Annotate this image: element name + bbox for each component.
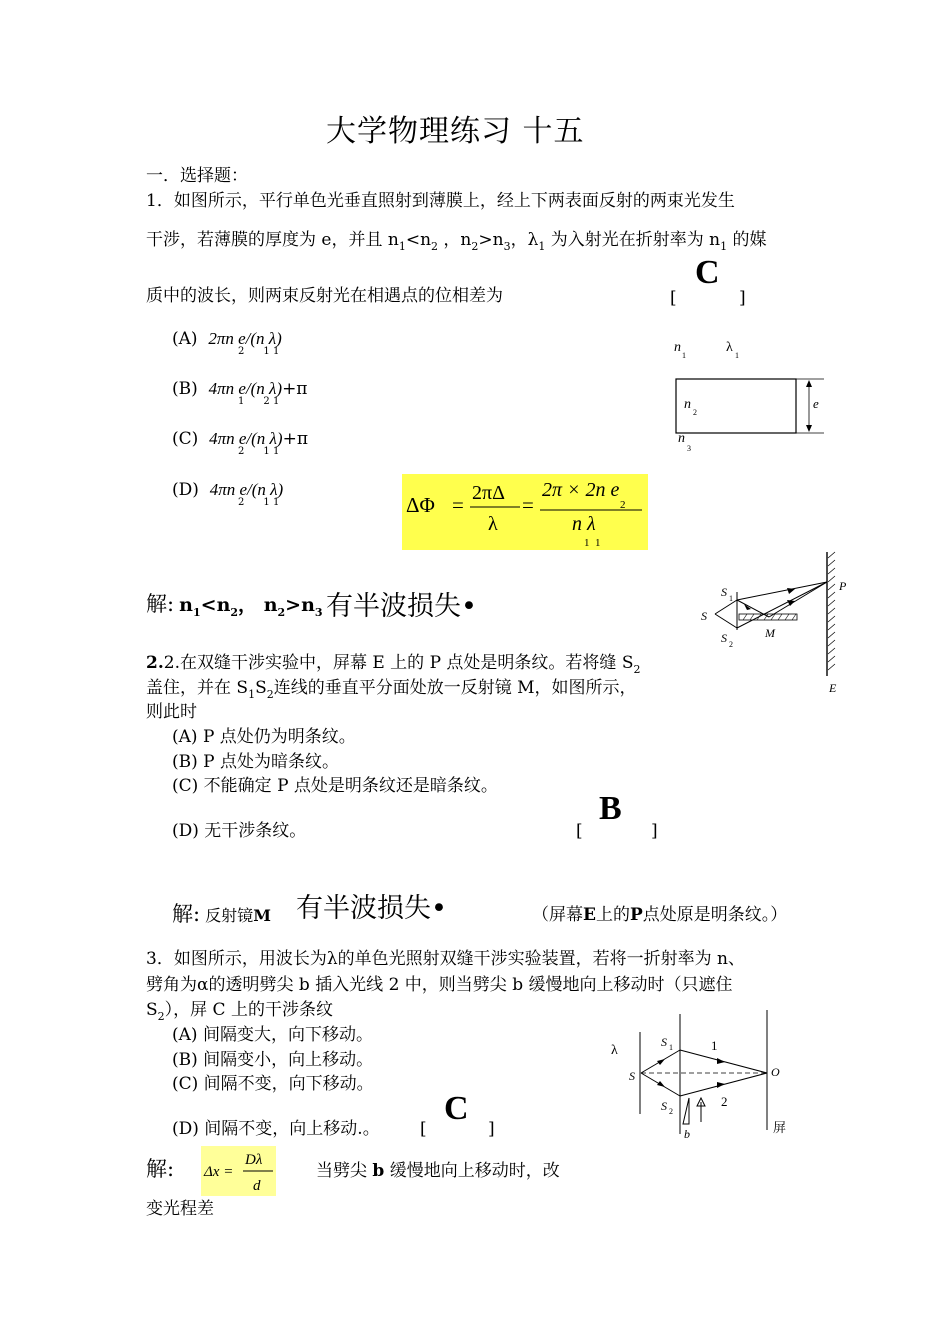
q2-option-d: (D) 无干涉条纹。	[172, 821, 307, 841]
q3-line-1: 3．如图所示，用波长为λ的单色光照射双缝干涉实验装置，若将一折射率为 n、	[146, 949, 745, 969]
formula-eq-1: =	[452, 493, 464, 517]
fig3-S1-sub: 1	[669, 1043, 673, 1052]
q3-bracket-open: [	[420, 1119, 427, 1139]
formula-lhs: ΔΦ	[406, 493, 435, 517]
fig1-n1-sub: 1	[682, 351, 686, 360]
q3-fringe-formula	[201, 1146, 276, 1196]
fig1-n2-sub: 2	[693, 408, 697, 417]
q3-option-b: (B) 间隔变小，向上移动。	[172, 1050, 374, 1070]
q2-line-3: 则此时	[146, 702, 197, 722]
q1-solution: 解: $n_1<n_2$， $n_2>n_3$	[146, 592, 323, 619]
q2-solution-note: （屏幕E上的P点处原是明条纹。）	[532, 905, 788, 925]
q3-option-c: (C) 间隔不变，向下移动。	[172, 1074, 374, 1094]
q3-answer: C	[444, 1090, 469, 1127]
q1-phase-formula-svg	[402, 474, 648, 550]
formula-den-2-sub: 1 1	[584, 537, 601, 549]
q1-option-d: (D) 4πn e/(n λ)	[172, 480, 284, 500]
fig1-n3-sub: 3	[687, 444, 691, 453]
q1-option-c-subs: 2 1 1	[238, 446, 280, 457]
q1-option-c: (C) 4πn e/(n λ)+π	[172, 429, 308, 449]
formula3-lhs: Δx =	[204, 1164, 234, 1180]
q2-option-a: (A) P 点处仍为明条纹。	[172, 727, 356, 747]
formula-num-1: 2πΔ	[472, 482, 505, 504]
q1-option-b-subs: 1 2 1	[238, 396, 280, 407]
q1-option-a-subs: 2 1 1	[238, 346, 280, 357]
fig3-lambda: λ	[611, 1043, 618, 1058]
q3-bracket-close: ]	[488, 1119, 495, 1139]
q3-line-3: $S_2$），屏 C 上的干涉条纹	[146, 1000, 333, 1023]
page-title: 大学物理练习 十五	[326, 114, 585, 149]
q2-mirror-figure	[695, 548, 855, 698]
fig3-S2: S	[661, 1099, 667, 1113]
formula-eq-2: =	[522, 493, 534, 517]
q3-line-2: 劈角为α的透明劈尖 b 插入光线 2 中，则当劈尖 b 缓慢地向上移动时（只遮住	[146, 975, 733, 995]
q1-option-d-subs: 2 1 1	[238, 497, 280, 508]
fig2-P: P	[839, 579, 847, 593]
q3-solution-text-2: 变光程差	[146, 1199, 214, 1219]
fig1-n2: n	[684, 397, 691, 412]
formula-den-1: λ	[488, 513, 498, 535]
fig3-screen-label: 屏	[773, 1120, 787, 1135]
fig2-S2-sub: 2	[729, 640, 733, 649]
q1-line-1: 1．如图所示，平行单色光垂直照射到薄膜上，经上下两表面反射的两束光发生	[146, 191, 735, 211]
fig3-O: O	[771, 1065, 780, 1079]
q1-phase-formula	[402, 474, 648, 550]
q1-line-3: 质中的波长，则两束反射光在相遇点的位相差为	[146, 286, 503, 306]
q2-line-1: 2.2.在双缝干涉实验中，屏幕 E 上的 P 点处是明条纹。若将缝 $S_2$	[146, 653, 641, 676]
q1-thin-film-figure	[668, 336, 838, 456]
fig2-E: E	[829, 681, 837, 695]
q2-answer: B	[599, 790, 622, 827]
fig3-ray-2: 2	[721, 1094, 728, 1109]
fig1-film-rect	[676, 379, 796, 433]
fig2-S1: S	[721, 585, 727, 599]
q2-solution: 解: 反射镜M	[172, 902, 271, 926]
fig2-rays	[715, 582, 827, 628]
formula3-num: Dλ	[245, 1152, 263, 1168]
formula-num-2: 2π × 2n e	[542, 479, 620, 501]
formula-den-2: n λ	[572, 513, 596, 535]
fig2-S1-sub: 1	[729, 594, 733, 603]
q2-bracket-close: ]	[651, 821, 658, 841]
fig1-e: e	[813, 396, 819, 411]
section-heading: 一．选择题：	[146, 166, 248, 186]
q1-bracket-open: [	[670, 288, 677, 308]
fig3-S1: S	[661, 1035, 667, 1049]
fig1-lambda-sub: 1	[735, 351, 739, 360]
q2-bracket-open: [	[576, 821, 583, 841]
q1-bracket-close: ]	[739, 288, 746, 308]
fig2-S2: S	[721, 631, 727, 645]
fig2-arrowheads	[744, 588, 795, 610]
q1-half-wave-loss: 有半波损失•	[326, 591, 477, 622]
q3-solution-label: 解:	[146, 1157, 175, 1181]
q2-half-wave-loss: 有半波损失•	[296, 893, 447, 924]
fig3-S: S	[629, 1069, 635, 1083]
fig2-M: M	[765, 626, 775, 640]
q1-line-2: 干涉，若薄膜的厚度为 e，并且 $n_1<n_2$ ，$n_2>n_3$，$\lambda_1$ 为入射光在折射率为 $n_1$ 的媒	[146, 230, 767, 253]
q3-fringe-formula-svg	[201, 1146, 276, 1196]
q3-option-a: (A) 间隔变大，向下移动。	[172, 1025, 373, 1045]
formula3-den: d	[253, 1178, 261, 1194]
q1-option-a: (A) 2πn e/(n λ)	[172, 329, 282, 349]
q2-option-c: (C) 不能确定 P 点处是明条纹还是暗条纹。	[172, 776, 498, 796]
fig3-b: b	[684, 1127, 690, 1141]
fig2-S: S	[701, 609, 707, 623]
q3-double-slit-figure	[605, 1008, 805, 1143]
fig3-wedge	[683, 1098, 689, 1124]
fig1-dim-arrow-down	[806, 425, 812, 432]
q2-option-b: (B) P 点处为暗条纹。	[172, 752, 340, 772]
fig1-n1: n	[674, 340, 681, 355]
fig3-S2-sub: 2	[669, 1107, 673, 1116]
fig3-ray-1: 1	[711, 1038, 718, 1053]
fig1-dim-arrow-up	[806, 380, 812, 387]
fig1-n3: n	[678, 431, 685, 446]
q1-answer: C	[695, 254, 720, 291]
q1-option-b: (B) 4πn e/(n λ)+π	[172, 379, 308, 399]
formula-num-2-sub: 2	[620, 499, 626, 511]
q3-solution-text-1: 当劈尖 b 缓慢地向上移动时，改	[316, 1161, 560, 1181]
q3-option-d: (D) 间隔不变，向上移动.。	[172, 1119, 380, 1139]
fig1-lambda: λ	[726, 340, 733, 355]
q2-line-2: 盖住，并在 $S_1S_2$连线的垂直平分面处放一反射镜 M，如图所示，	[146, 678, 637, 701]
